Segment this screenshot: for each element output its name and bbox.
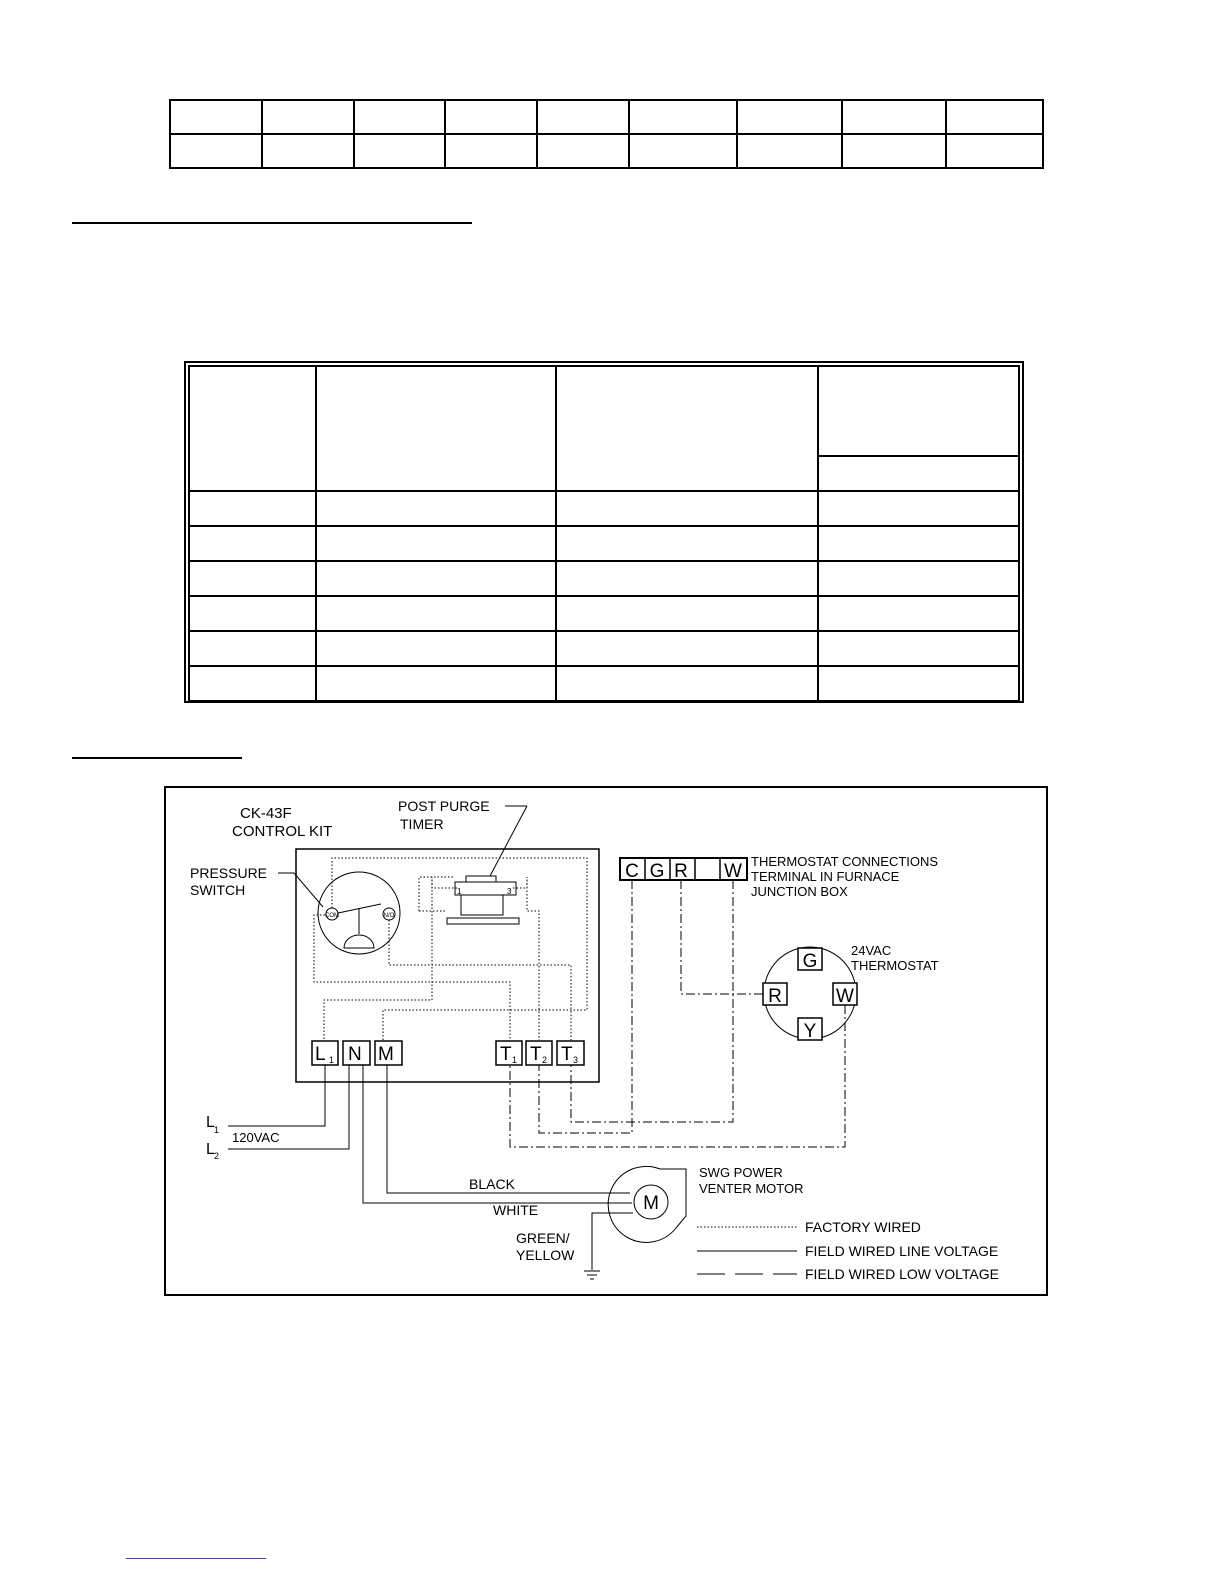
- timer-pin: 3: [507, 887, 512, 896]
- svg-text:W: W: [836, 986, 854, 1007]
- svg-text:G: G: [802, 951, 818, 972]
- ground-wire-label: GREEN/: [516, 1230, 570, 1246]
- svg-text:3: 3: [573, 1055, 579, 1065]
- ground-wire-label: YELLOW: [516, 1247, 575, 1263]
- timer-label: TIMER: [400, 816, 444, 832]
- timer-cap: [466, 876, 496, 882]
- pressure-switch-label: PRESSURE: [190, 865, 268, 881]
- legend-line-voltage-label: FIELD WIRED LINE VOLTAGE: [805, 1243, 999, 1259]
- legend: [697, 1219, 999, 1282]
- line1-label: L: [206, 1114, 215, 1131]
- kit-terminal-strip: [312, 1041, 584, 1065]
- kit-title: CONTROL KIT: [232, 823, 333, 840]
- svg-text:M: M: [378, 1044, 394, 1065]
- thermostat-label: 24VAC: [851, 943, 892, 958]
- footer-link-underline: [126, 1558, 266, 1559]
- svg-text:N: N: [348, 1044, 362, 1065]
- motor-symbol: M: [643, 1193, 659, 1214]
- voltage-label: 120VAC: [232, 1130, 280, 1145]
- svg-text:R: R: [768, 986, 782, 1007]
- thermostat-label: THERMOSTAT: [851, 958, 939, 973]
- line1-sub: 1: [214, 1125, 220, 1135]
- furnace-terminal-r: R: [674, 861, 688, 882]
- timer-label: POST PURGE: [398, 798, 490, 814]
- switch-diaphragm: [344, 935, 374, 948]
- timer-body: [461, 895, 503, 915]
- control-kit-box: [296, 849, 599, 1082]
- motor-label: VENTER MOTOR: [699, 1181, 804, 1196]
- furnace-label: JUNCTION BOX: [751, 884, 848, 899]
- svg-text:T: T: [561, 1044, 573, 1065]
- switch-no-label: N/O: [383, 913, 395, 919]
- timer-leader: [490, 806, 527, 876]
- legend-factory-label: FACTORY WIRED: [805, 1219, 921, 1235]
- motor-label: SWG POWER: [699, 1165, 783, 1180]
- furnace-terminal-g: G: [649, 861, 665, 882]
- black-wire-label: BLACK: [469, 1176, 515, 1192]
- furnace-label: THERMOSTAT CONNECTIONS: [751, 854, 939, 869]
- furnace-terminal-strip: [620, 858, 747, 882]
- svg-text:1: 1: [512, 1055, 518, 1065]
- svg-text:T: T: [500, 1044, 512, 1065]
- svg-text:1: 1: [329, 1055, 335, 1065]
- factory-wiring: [314, 858, 587, 1040]
- svg-text:2: 2: [542, 1055, 548, 1065]
- timer-base: [447, 918, 519, 924]
- svg-text:T: T: [530, 1044, 542, 1065]
- white-wire-label: WHITE: [493, 1202, 539, 1218]
- pressure-switch-label: SWITCH: [190, 882, 246, 898]
- svg-text:Y: Y: [803, 1021, 817, 1042]
- furnace-label: TERMINAL IN FURNACE: [751, 869, 900, 884]
- ground-icon: [584, 1271, 600, 1279]
- furnace-terminal-w: W: [724, 861, 742, 882]
- timer-pin: 1: [457, 887, 462, 896]
- kit-title: CK-43F: [240, 805, 292, 822]
- switch-com-label: COM: [325, 913, 339, 919]
- low-voltage-wiring: [510, 880, 845, 1147]
- line2-sub: 2: [214, 1151, 220, 1161]
- furnace-terminal-c: C: [625, 861, 639, 882]
- line2-label: L: [206, 1141, 215, 1158]
- svg-text:L: L: [315, 1044, 326, 1065]
- legend-low-voltage-label: FIELD WIRED LOW VOLTAGE: [805, 1266, 999, 1282]
- pressure-switch-leader: [294, 873, 323, 907]
- line-voltage-wiring: [228, 1065, 633, 1270]
